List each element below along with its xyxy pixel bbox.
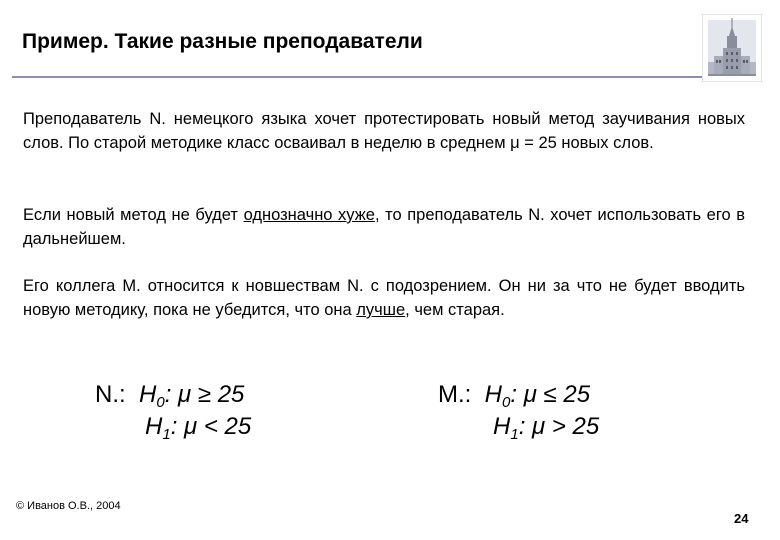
h1-condition: : μ > 25 (518, 413, 600, 440)
h0-subscript: 0 (502, 394, 511, 411)
underlined-not-worse: однозначно хуже (243, 206, 375, 224)
h0-subscript: 0 (156, 394, 165, 411)
paragraph-teacher-m-text-end: , чем старая. (405, 301, 505, 319)
paragraph-teacher-n-text-end: , то преподаватель N. хочет использовать его в дальнейшем. (23, 206, 745, 248)
hypothesis-m-prefix: M.: (438, 381, 472, 408)
paragraph-teacher-n (23, 203, 745, 251)
slide-title: Пример. Такие разные преподаватели (22, 30, 423, 53)
paragraph-intro: Преподаватель N. немецкого языка хочет протестировать новый метод заучивания новых слов. По старой методике класс осваивал в неделю в среднем μ = 25 новых слов. (23, 110, 745, 152)
h0-condition: : μ ≤ 25 (510, 381, 591, 408)
h1-symbol: H (145, 413, 163, 440)
paragraph-teacher-m (23, 274, 745, 322)
paragraph-teacher-m-text: Его коллега M. относится к новшествам N. с подозрением. Он ни за что не будет вводить новую методику, пока не убедится, что она (23, 277, 745, 319)
hypothesis-n-h1 (145, 410, 251, 451)
h0-symbol: H (484, 381, 503, 408)
page-number: 24 (734, 511, 749, 526)
h0-symbol: H (139, 381, 157, 408)
hypothesis-m-h1 (493, 410, 599, 451)
h0-condition: : μ ≥ 25 (164, 381, 245, 408)
university-building-icon (702, 14, 762, 82)
h1-subscript: 1 (162, 426, 171, 443)
copyright-footer: © Иванов О.В., 2004 (16, 500, 121, 512)
title-divider (12, 76, 702, 78)
hypothesis-n-prefix: N.: (95, 381, 126, 408)
h1-subscript: 1 (510, 426, 519, 443)
underlined-better: лучше (356, 301, 406, 319)
paragraph-teacher-n-text: Если новый метод не будет (23, 206, 244, 224)
h1-symbol: H (493, 413, 511, 440)
h1-condition: : μ < 25 (170, 413, 252, 440)
